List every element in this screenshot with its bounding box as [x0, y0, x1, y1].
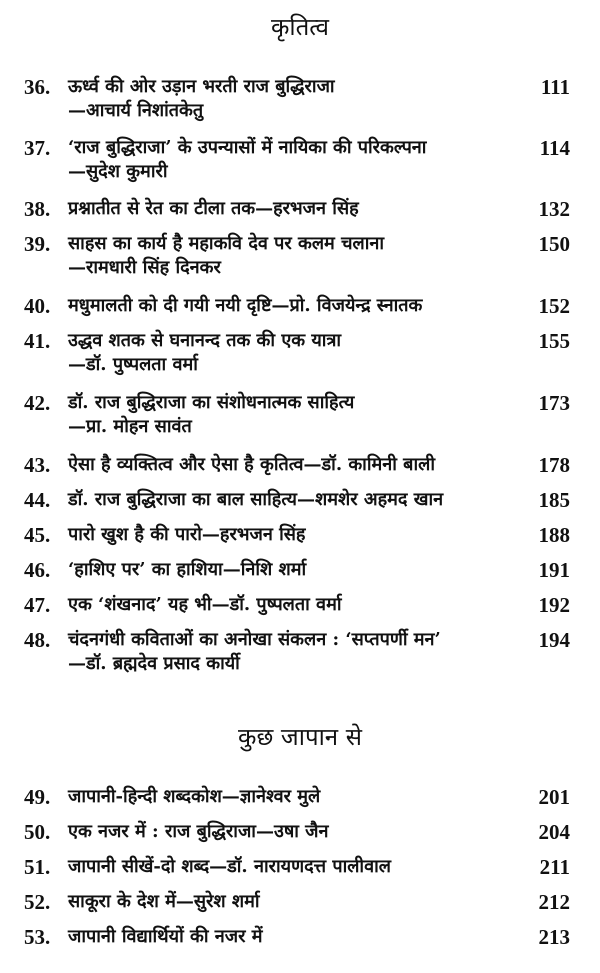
- section-title: कृतित्व: [270, 13, 330, 41]
- entry-page: 173: [538, 391, 570, 415]
- entry-page: 155: [538, 329, 570, 353]
- entry-title: उद्धव शतक से घनानन्द तक की एक यात्रा: [68, 330, 342, 351]
- entry-number: 53.: [24, 925, 51, 949]
- entry-title: जापानी विद्यार्थियों की नजर में: [68, 926, 263, 947]
- entry-title: डॉ. राज बुद्धिराजा का बाल साहित्य—शमशेर अहमद खान: [68, 489, 444, 510]
- entry-page: 212: [538, 890, 570, 914]
- entry-number: 49.: [24, 785, 51, 809]
- entry-title: एक नजर में : राज बुद्धिराजा—उषा जैन: [68, 821, 329, 842]
- entry-number: 46.: [24, 558, 51, 582]
- entry-title: पारो खुश है की पारो—हरभजन सिंह: [68, 524, 306, 545]
- entry-title: साकूरा के देश में—सुरेश शर्मा: [68, 891, 260, 912]
- entry-number: 45.: [24, 523, 51, 547]
- entry-number: 47.: [24, 593, 51, 617]
- entry-page: 191: [538, 558, 570, 582]
- entry-number: 37.: [24, 136, 51, 160]
- entry-page: 150: [538, 232, 570, 256]
- entry-page: 132: [538, 197, 570, 221]
- entry-page: 111: [540, 75, 570, 99]
- entry-title: ऊर्ध्व की ओर उड़ान भरती राज बुद्धिराजा: [68, 76, 335, 97]
- entry-title: साहस का कार्य है महाकवि देव पर कलम चलाना: [68, 233, 385, 254]
- entry-number: 42.: [24, 391, 51, 415]
- entry-title: जापानी-हिन्दी शब्दकोश—ज्ञानेश्वर मुले: [68, 786, 321, 807]
- entry-number: 50.: [24, 820, 51, 844]
- entry-page: 201: [538, 785, 570, 809]
- entry-number: 43.: [24, 453, 51, 477]
- entry-number: 38.: [24, 197, 51, 221]
- entry-page: 152: [538, 294, 570, 318]
- entry-number: 44.: [24, 488, 51, 512]
- entry-title: जापानी सीखें-दो शब्द—डॉ. नारायणदत्त पालीवाल: [68, 856, 391, 877]
- entry-title: मधुमालती को दी गयी नयी दृष्टि—प्रो. विजयेन्द्र स्नातक: [68, 295, 423, 316]
- entry-number: 52.: [24, 890, 51, 914]
- entry-page: 192: [538, 593, 570, 617]
- entry-number: 40.: [24, 294, 51, 318]
- entry-title: चंदनगंधी कविताओं का अनोखा संकलन : ‘सप्तपर्णी मन’: [68, 629, 441, 650]
- entry-page: 204: [538, 820, 570, 844]
- entry-author: —आचार्य निशांतकेतु: [68, 100, 204, 121]
- entry-number: 48.: [24, 628, 51, 652]
- entry-page: 188: [538, 523, 570, 547]
- section-title: कुछ जापान से: [238, 723, 362, 751]
- entry-author: —प्रा. मोहन सावंत: [68, 416, 192, 437]
- entry-page: 194: [538, 628, 570, 652]
- entry-title: एक ‘शंखनाद’ यह भी—डॉ. पुष्पलता वर्मा: [68, 594, 342, 615]
- entry-page: 211: [539, 855, 570, 879]
- entry-number: 41.: [24, 329, 51, 353]
- entry-title: ‘राज बुद्धिराजा’ के उपन्यासों में नायिका की परिकल्पना: [68, 137, 427, 158]
- entry-author: —डॉ. पुष्पलता वर्मा: [68, 354, 198, 375]
- entry-number: 39.: [24, 232, 51, 256]
- entry-page: 213: [538, 925, 570, 949]
- entry-number: 51.: [24, 855, 51, 879]
- entry-page: 114: [539, 136, 570, 160]
- entry-page: 178: [538, 453, 570, 477]
- entry-number: 36.: [24, 75, 51, 99]
- entry-title: प्रश्नातीत से रेत का टीला तक—हरभजन सिंह: [68, 198, 359, 219]
- entry-author: —रामधारी सिंह दिनकर: [68, 257, 221, 278]
- entry-title: डॉ. राज बुद्धिराजा का संशोधनात्मक साहित्य: [68, 392, 355, 413]
- entry-author: —डॉ. ब्रह्मदेव प्रसाद कार्यी: [68, 653, 240, 674]
- entry-title: ऐसा है व्यक्तित्व और ऐसा है कृतित्व—डॉ. कामिनी बाली: [68, 454, 435, 475]
- entry-title: ‘हाशिए पर’ का हाशिया—निशि शर्मा: [68, 559, 307, 580]
- entry-page: 185: [538, 488, 570, 512]
- entry-author: —सुदेश कुमारी: [68, 161, 168, 182]
